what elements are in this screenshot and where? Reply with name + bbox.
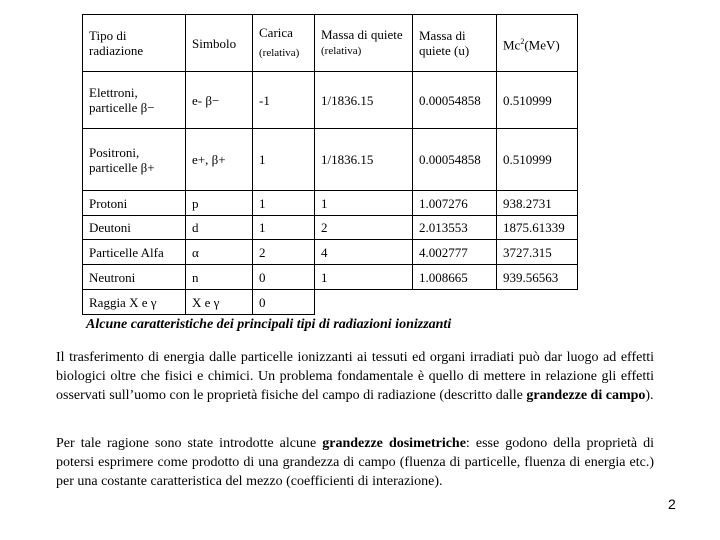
cell-tipo: Deutoni: [83, 216, 186, 240]
cell-tipo: Raggia X e γ: [83, 290, 186, 315]
cell-tipo: Protoni: [83, 191, 186, 216]
cell-carica: -1: [253, 72, 315, 129]
cell-carica: 0: [253, 290, 315, 315]
cell-empty: [497, 290, 578, 315]
paragraph-dosimetriche: [56, 434, 654, 491]
cell-carica: 2: [253, 240, 315, 265]
cell-massa-u: 0.00054858: [413, 72, 497, 129]
header-tipo: Tipo di radiazione: [83, 15, 186, 72]
header-carica: [253, 15, 315, 72]
table-row: [83, 191, 578, 216]
header-mc2: [497, 15, 578, 72]
cell-mc2: 1875.61339: [497, 216, 578, 240]
cell-carica: 1: [253, 191, 315, 216]
cell-tipo-line1: Positroni,: [89, 144, 140, 160]
cell-carica: 1: [253, 129, 315, 191]
paragraph-dosimetriche-text-a: Per tale ragione sono state introdotte alcune: [56, 436, 323, 451]
cell-mc2: 939.56563: [497, 265, 578, 290]
cell-massa-u: 1.007276: [413, 191, 497, 216]
paragraph-dosimetriche-bold: grandezze dosimetriche: [322, 436, 466, 451]
cell-empty: [315, 290, 413, 315]
cell-carica: 1: [253, 216, 315, 240]
header-massa-rel: [315, 15, 413, 72]
header-mc2-pre: Mc: [503, 37, 521, 53]
paragraph-campo: [56, 348, 654, 405]
cell-tipo: Neutroni: [83, 265, 186, 290]
header-massa-u: Massa di quiete (u): [413, 15, 497, 72]
table-row: [83, 290, 578, 315]
table-caption: Alcune caratteristiche dei principali tipi di radiazioni ionizzanti: [86, 317, 452, 332]
cell-mc2: 3727.315: [497, 240, 578, 265]
table-row: [83, 240, 578, 265]
cell-simbolo: e- β−: [186, 72, 253, 129]
table-row: [83, 129, 578, 191]
cell-massa-rel: 2: [315, 216, 413, 240]
cell-mc2: 0.510999: [497, 129, 578, 191]
header-simbolo: Simbolo: [186, 15, 253, 72]
cell-massa-rel: 4: [315, 240, 413, 265]
cell-simbolo: e+, β+: [186, 129, 253, 191]
cell-massa-u: 1.008665: [413, 265, 497, 290]
cell-empty: [413, 290, 497, 315]
table-header-row: [83, 15, 578, 72]
cell-carica: 0: [253, 265, 315, 290]
cell-massa-rel: 1: [315, 265, 413, 290]
cell-tipo-line2: particelle β+: [89, 159, 155, 175]
header-massa-rel-label: Massa di quiete: [321, 27, 403, 42]
cell-mc2: 938.2731: [497, 191, 578, 216]
cell-simbolo: p: [186, 191, 253, 216]
cell-tipo-line1: Elettroni,: [89, 85, 138, 100]
cell-simbolo: X e γ: [186, 290, 253, 315]
header-mc2-sup: 2: [520, 36, 525, 46]
paragraph-campo-text-b: ).: [645, 388, 654, 403]
cell-massa-u: 2.013553: [413, 216, 497, 240]
cell-massa-rel: 1/1836.15: [315, 72, 413, 129]
page-number: 2: [668, 496, 676, 512]
header-carica-label: Carica: [259, 25, 293, 40]
table-row: [83, 72, 578, 129]
cell-massa-u: 4.002777: [413, 240, 497, 265]
header-carica-sub: (relativa): [259, 47, 300, 59]
paragraph-dosimetriche-text-b: : esse godono della proprietà di potersi esprimere come prodotto di una grandezza di campo (fluenza di particelle, fluenza di energia etc.) per una costante caratteristica del mezzo (coefficienti di interazione).: [56, 436, 654, 489]
cell-massa-rel: 1: [315, 191, 413, 216]
cell-tipo-line2: particelle β−: [89, 100, 155, 115]
cell-tipo: Particelle Alfa: [83, 240, 186, 265]
table-row: [83, 265, 578, 290]
cell-mc2: 0.510999: [497, 72, 578, 129]
radiation-table: [82, 14, 578, 315]
cell-massa-rel: 1/1836.15: [315, 129, 413, 191]
cell-simbolo: α: [186, 240, 253, 265]
header-mc2-post: (MeV): [524, 37, 560, 53]
cell-tipo: [83, 72, 186, 129]
cell-simbolo: d: [186, 216, 253, 240]
paragraph-campo-bold: grandezze di campo: [526, 388, 646, 403]
cell-massa-u: 0.00054858: [413, 129, 497, 191]
header-massa-rel-sub: (relativa): [321, 45, 362, 57]
cell-simbolo: n: [186, 265, 253, 290]
cell-tipo: [83, 129, 186, 191]
paragraph-campo-text-a: Il trasferimento di energia dalle particelle ionizzanti ai tessuti ed organi irradiati può dar luogo ad effetti biologici oltre che fisici e chimici. Un problema fondamentale è quello di mettere in relazione gli effetti osservati sull’uomo con le proprietà fisiche del campo di radiazione (descritto dalle: [56, 350, 654, 403]
table-row: [83, 216, 578, 240]
